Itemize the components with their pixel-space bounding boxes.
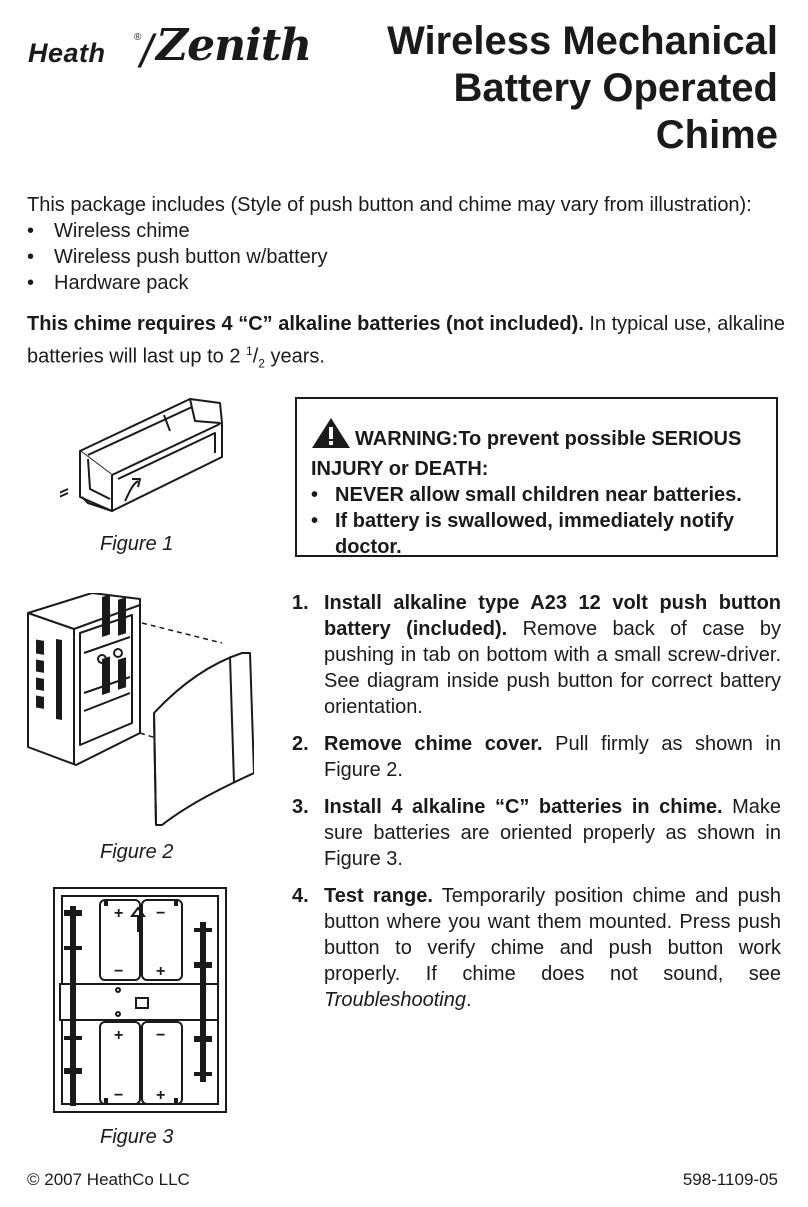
warning-box [295, 397, 778, 557]
figure-1 [60, 393, 230, 555]
warning-list [311, 482, 762, 560]
step-1: 1. Install alkaline type A23 12 volt push button battery (included). Remove back of case by pushing in tab on bottom with a small screw-driver. See diagram inside push button for correct battery orientation. [292, 592, 781, 718]
list-item: • Wireless chime [27, 220, 190, 242]
battery-layout-illustration [52, 886, 228, 1114]
brand-divider: / [140, 25, 153, 77]
list-item: • Wireless push button w/battery [27, 246, 328, 268]
battery-4-minus-label: − [156, 1027, 166, 1044]
copyright: © 2007 HeathCo LLC [27, 1170, 190, 1189]
step-2: 2. Remove chime cover. Pull firmly as shown in Figure 2. [292, 733, 781, 781]
page-title [318, 18, 778, 159]
list-item: • If battery is swallowed, immediately notify doctor. [311, 510, 734, 558]
battery-requirement-text: In typical use, alkaline batteries will last up to 2 [27, 313, 786, 368]
document-code: 598-1109-05 [682, 1170, 778, 1189]
battery-2-minus-label: − [156, 905, 166, 922]
package-contents-list [27, 218, 787, 296]
package-contents [27, 192, 787, 296]
battery-3-plus-label: + [114, 1027, 124, 1044]
troubleshooting-reference: Troubleshooting [324, 989, 466, 1011]
warning-heading-row [311, 417, 762, 482]
figure-1-caption: Figure 1 [100, 533, 174, 555]
battery-4-plus-label: + [156, 1087, 166, 1104]
battery-2-plus-label: + [156, 963, 166, 980]
title-line-2: Battery Operated [453, 66, 778, 110]
warning-triangle-icon [311, 417, 351, 456]
figure-3-caption: Figure 3 [100, 1126, 174, 1148]
figure-2 [22, 593, 254, 863]
brand-zenith: Zenith [156, 20, 312, 71]
brand-logo [28, 20, 328, 77]
chime-cover-illustration [22, 593, 254, 833]
package-contents-lead: This package includes (Style of push button and chime may vary from illustration): [27, 194, 752, 216]
battery-requirement-bold: This chime requires 4 “C” alkaline batteries (not included). [27, 313, 584, 335]
battery-1-minus-label: − [114, 963, 124, 980]
list-item: • NEVER allow small children near batteries. [311, 484, 742, 506]
battery-3-minus-label: − [114, 1087, 124, 1104]
step-3: 3. Install 4 alkaline “C” batteries in chime. Make sure batteries are oriented properly as shown in Figure 3. [292, 796, 781, 870]
list-item: • Hardware pack [27, 272, 189, 294]
instruction-steps [292, 590, 781, 1024]
title-line-3: Chime [655, 113, 778, 157]
figure-3 [52, 886, 228, 1148]
brand-registered-mark: ® [134, 32, 142, 43]
title-line-1: Wireless Mechanical [387, 19, 778, 63]
warning-heading: WARNING:To prevent possible SERIOUS INJURY or DEATH: [311, 428, 742, 480]
battery-1-plus-label: + [114, 905, 124, 922]
push-button-illustration [60, 393, 230, 518]
figure-2-caption: Figure 2 [100, 841, 174, 863]
battery-requirement: This chime requires 4 “C” alkaline batteries (not included). In typical use, alkaline batteries will last up to 2 $^1/_2$ years. [27, 313, 786, 371]
step-4: 4. Test range. Temporarily position chime and push button where you want them mounted. Press push button to verify chime and push button work properly. If chime does not sound, see Troubleshooting. [292, 885, 782, 1011]
brand-heath: Heath [28, 38, 106, 68]
